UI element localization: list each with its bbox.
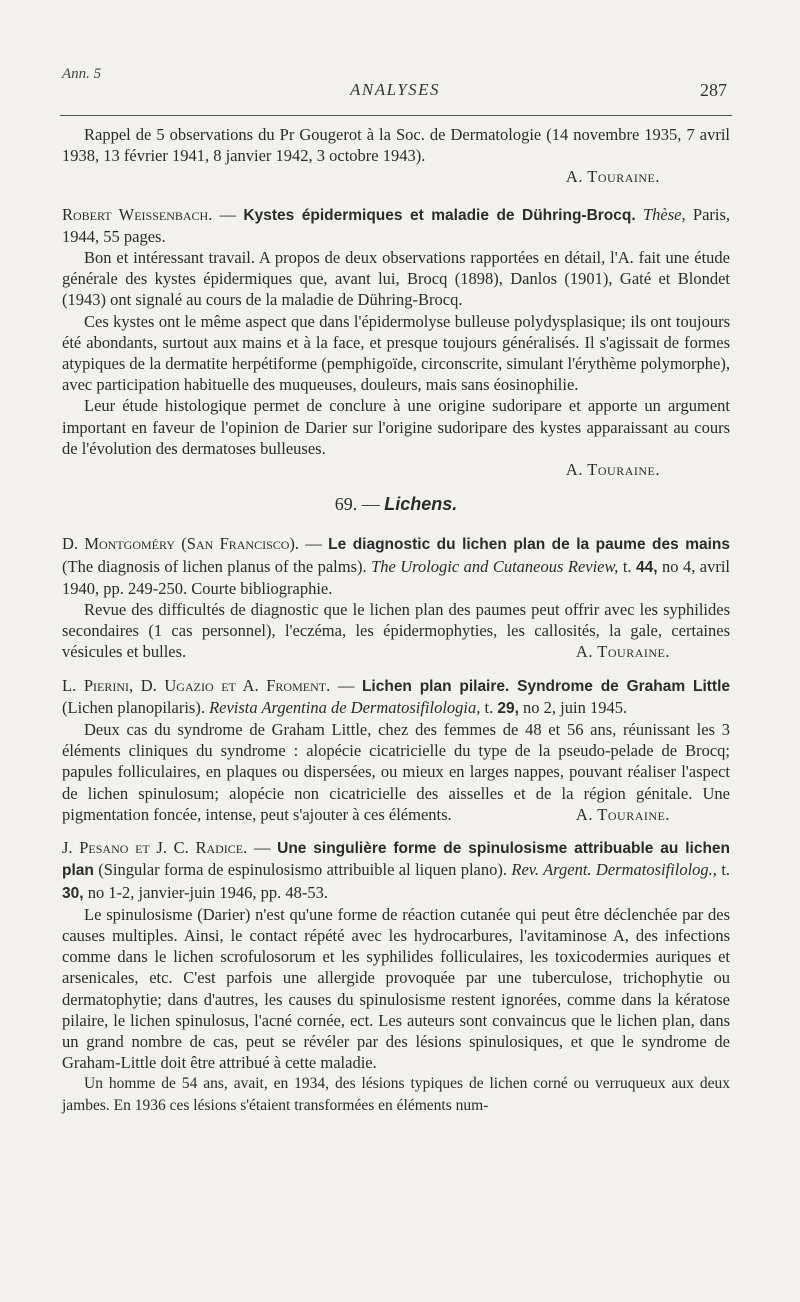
article-volume: 30, <box>62 884 84 902</box>
article-heading: L. Pierini, D. Ugazio et A. Froment. — Lichen plan pilaire. Syndrome de Graham Little (Lichen planopilaris). Revista Argentina de Dermatosifilologia, t. 29, no 2, juin 1945. <box>62 675 730 717</box>
article-montgomery <box>62 533 730 662</box>
article-paragraph <box>62 599 730 663</box>
article-subtitle: (Lichen planopilaris). <box>62 697 205 717</box>
article-weissenbach <box>62 204 730 481</box>
article-heading: Robert Weissenbach. — Kystes épidermiques et maladie de Dühring-Brocq. Thèse, Paris, 1944, 55 pages. <box>62 204 731 246</box>
signature: A. Touraine. <box>575 804 670 824</box>
article-title: Lichen plan pilaire. Syndrome de Graham Little <box>361 677 730 695</box>
continued-paragraph: Rappel de 5 observations du Pr Gougerot à la Soc. de Dermatologie (14 novembre 1935, 7 avril 1938, 13 février 1941, 8 janvier 1942, 3 octobre 1943). <box>62 125 730 166</box>
article-ref-pre: t. <box>721 860 731 880</box>
article-volume: 29, <box>497 699 519 717</box>
header-rule <box>60 115 732 116</box>
article-reference: Paris, 1944, 55 pages. <box>62 204 731 246</box>
section-title: Lichens. <box>384 494 458 515</box>
signature: A. Touraine. <box>575 642 670 662</box>
article-heading: J. Pesano et J. C. Radice. — Une singulière forme de spinulosisme attribuable au lichen plan (Singular forma de espinulosismo attribuible al liquen plano). Rev. Argent. Dermatosifilolog., t. 30, no 1-2, janvier-juin 1946, pp. 48-53. <box>62 838 731 902</box>
page-body <box>62 124 730 1116</box>
article-paragraph-text: Revue des difficultés de diagnostic que le lichen plan des paumes peut offrir avec les syphilides secondaires (1 cas personnel), l'eczéma, les épidermophyties, les callosités, la gale, certaines vésicules et bulles. <box>62 600 730 662</box>
article-volume: 44, <box>636 558 658 576</box>
article-heading: D. Montgoméry (San Francisco). — Le diagnostic du lichen plan de la paume des mains (The diagnosis of lichen planus of the palms). The Urologic and Cutaneous Review, t. 44, no 4, avril 1940, pp. 249-250. Courte bibliographie. <box>62 534 731 598</box>
article-paragraph: Leur étude histologique permet de conclure à une origine sudoripare et apporte un argument important en faveur de l'opinion de Darier sur l'origine sudoripare des kystes apparaissant au cours de l'évolution des dermatoses bulleuses. <box>62 396 730 458</box>
article-source: Thèse, <box>642 204 686 224</box>
article-ref-pre: t. <box>622 556 632 576</box>
article-reference: no 4, avril 1940, pp. 249-250. Courte bibliographie. <box>62 556 730 598</box>
article-ref-pre: t. <box>484 697 494 717</box>
article-paragraph: Bon et intéressant travail. A propos de deux observations rapportées en détail, l'A. fait une étude générale des kystes épidermiques que, avant lui, Brocq (1898), Danlos (1901), Gaté et Blondet (1943) ont signalé au cours de la maladie de Dühring-Brocq. <box>62 248 730 310</box>
article-subtitle: (The diagnosis of lichen planus of the palms). <box>62 556 367 576</box>
article-journal: The Urologic and Cutaneous Review, <box>371 556 619 576</box>
section-heading: 69. — Lichens. <box>334 494 458 515</box>
article-author: Robert Weissenbach. <box>62 204 213 224</box>
article-author: J. Pesano et J. C. Radice. <box>62 838 248 858</box>
article-title: Le diagnostic du lichen plan de la paume des mains <box>328 536 731 554</box>
article-subtitle: (Singular forma de espinulosismo attribuible al liquen plano). <box>98 860 507 880</box>
article-paragraph: Le spinulosisme (Darier) n'est qu'une forme de réaction cutanée qui peut être déclenchée par des causes multiples. Ainsi, le contact répété avec les hydrocarbures, l'avitaminose A, des infections comme dans le lichen scrofulosorum et les syphilides folliculaires, les toxicodermies auriques et arsenicales, etc. C'est parfois une allergide provoquée par une tuberculose, trichophytie ou dermatophytie; dans d'autres, les causes du spinulosisme restent ignorées, comme dans la kératose pilaire, le lichen spinulosus, l'acné cornée, ect. Les auteurs sont convaincus que le lichen plan, dans un grand nombre de cas, peut se révéler par des lésions spinulosiques, et que le syndrome de Graham-Little doit être attribué à cette maladie. <box>62 904 730 1073</box>
article-title: Kystes épidermiques et maladie de Dühring-Brocq. <box>243 206 636 224</box>
article-pesano <box>62 837 730 1116</box>
signature: A. Touraine. <box>565 460 660 480</box>
article-title: Une singulière forme de spinulosisme attribuable au lichen plan <box>62 840 731 880</box>
running-head-left: Ann. 5 <box>62 66 102 82</box>
page-number: 287 <box>700 80 727 100</box>
article-journal: Revista Argentina de Dermatosifilologia, <box>209 697 481 717</box>
article-author: D. Montgoméry (San Francisco). <box>62 534 300 554</box>
article-paragraph: Un homme de 54 ans, avait, en 1934, des lésions typiques de lichen corné ou verruqueux aux deux jambes. En 1936 ces lésions s'étaient transformées en éléments num- <box>62 1075 730 1114</box>
section-number: 69. <box>334 494 358 515</box>
signature: A. Touraine. <box>565 167 660 187</box>
running-head-title: ANALYSES <box>349 80 441 99</box>
article-paragraph <box>62 719 730 825</box>
article-reference: no 1-2, janvier-juin 1946, pp. 48-53. <box>87 882 328 902</box>
article-paragraph-text: Deux cas du syndrome de Graham Little, chez des femmes de 48 et 56 ans, réunissant les 3 éléments cliniques du syndrome : alopécie cicatricielle du type de la pseudo-pelade de Brocq; papules folliculaires, en plaques ou dispersées, ou mieux en larges nappes, pouvant réaliser l'aspect de lichen spinulosum; alopécie non cicatricielle des aisselles et de la région génitale. Une pigmentation foncée, intense, peut s'ajouter à ces éléments. <box>62 720 730 824</box>
article-paragraph: Ces kystes ont le même aspect que dans l'épidermolyse bulleuse polydysplasique; ils ont toujours été abondants, surtout aux mains et à la face, et presque toujours généralisés. Il s'agissait de formes atypiques de la dermatite herpétiforme (pemphigoïde, circonscrite, simulant l'érythème polymorphe), avec participation habituelle des muqueuses, douleurs, mais sans éosinophilie. <box>62 311 730 395</box>
article-pierini <box>62 675 730 825</box>
article-reference: no 2, juin 1945. <box>523 697 628 717</box>
article-author: L. Pierini, D. Ugazio et A. Froment. <box>62 675 331 695</box>
article-journal: Rev. Argent. Dermatosifilolog., <box>511 860 717 880</box>
